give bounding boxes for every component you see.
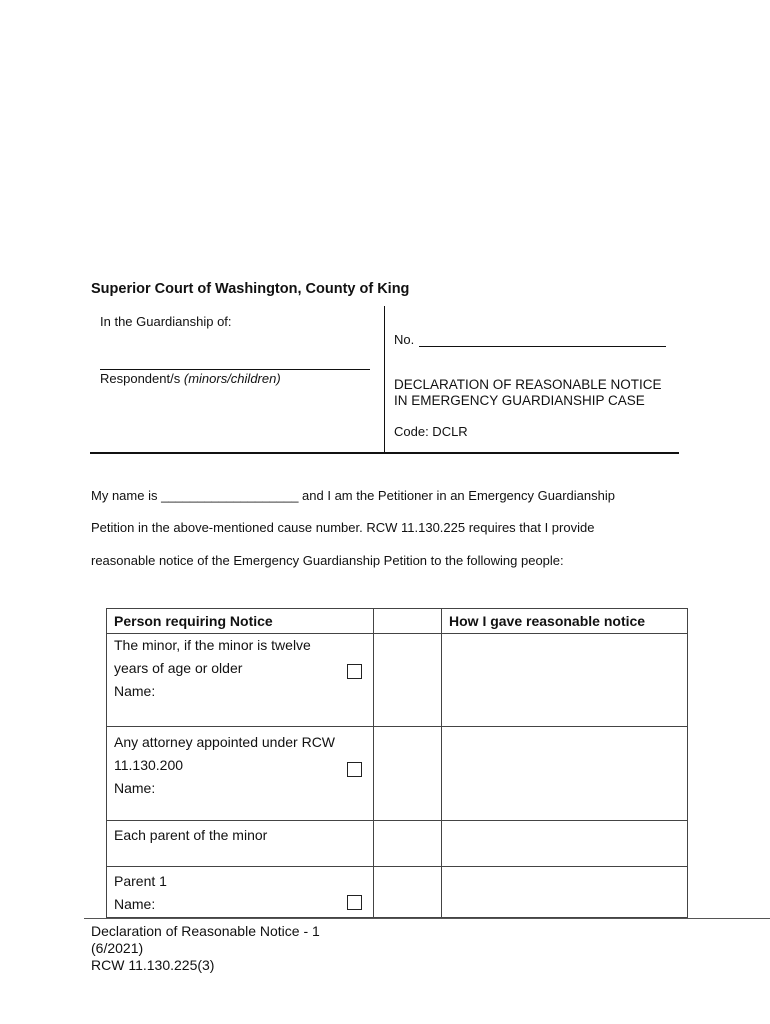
table-row (107, 727, 688, 821)
person-line1: The minor, if the minor is twelve (114, 637, 311, 653)
footer-line1: Declaration of Reasonable Notice - 1 (91, 923, 320, 939)
case-number-field[interactable] (419, 346, 666, 347)
respondent-label-text: Respondent/s (100, 371, 181, 386)
footer-rule (84, 918, 770, 919)
person-line3: Name: (114, 683, 156, 699)
table-row (107, 867, 688, 918)
respondent-name-line[interactable] (100, 369, 370, 370)
guardianship-label: In the Guardianship of: (100, 314, 232, 329)
footer-line2: (6/2021) (91, 940, 144, 956)
body-line-1: My name is ___________________ and I am the Petitioner in an Emergency Guardianship (91, 488, 615, 503)
body-line-3: reasonable notice of the Emergency Guardianship Petition to the following people: (91, 553, 564, 568)
how-cell[interactable] (442, 727, 688, 821)
court-title: Superior Court of Washington, County of King (91, 281, 410, 297)
person-cell (107, 867, 374, 918)
header-person: Person requiring Notice (107, 609, 374, 634)
table-row (107, 821, 688, 867)
person-line1: Any attorney appointed under RCW (114, 734, 336, 750)
footer-line3: RCW 11.130.225(3) (91, 957, 215, 973)
notice-checkbox[interactable] (347, 895, 362, 910)
caption-divider (384, 306, 385, 453)
caption-bottom-rule (90, 452, 679, 454)
header-check (374, 609, 442, 634)
table-header-row (107, 609, 688, 634)
checkbox-cell (374, 634, 442, 727)
document-code: Code: DCLR (394, 424, 468, 439)
notice-table (106, 608, 688, 918)
how-cell[interactable] (442, 634, 688, 727)
footer (91, 923, 320, 974)
checkbox-cell (374, 867, 442, 918)
respondent-label (100, 371, 281, 386)
notice-checkbox[interactable] (347, 664, 362, 679)
document-title-line2: IN EMERGENCY GUARDIANSHIP CASE (394, 393, 645, 408)
person-line3: Name: (114, 780, 156, 796)
body-line-2: Petition in the above-mentioned cause number. RCW 11.130.225 requires that I provide (91, 520, 595, 535)
document-title (394, 377, 662, 409)
checkbox-cell (374, 727, 442, 821)
person-line2: 11.130.200 (114, 757, 184, 773)
checkbox-cell (374, 821, 442, 867)
person-cell (107, 727, 374, 821)
person-line2: Name: (114, 896, 156, 912)
table-row (107, 634, 688, 727)
document-title-line1: DECLARATION OF REASONABLE NOTICE (394, 377, 662, 392)
how-cell[interactable] (442, 821, 688, 867)
how-cell[interactable] (442, 867, 688, 918)
person-line2: years of age or older (114, 660, 243, 676)
person-line1: Each parent of the minor (114, 827, 268, 843)
case-number-label: No. (394, 332, 415, 347)
respondent-note: (minors/children) (183, 371, 281, 386)
person-cell (107, 634, 374, 727)
person-cell (107, 821, 374, 867)
person-line1: Parent 1 (114, 873, 167, 889)
notice-checkbox[interactable] (347, 762, 362, 777)
header-how: How I gave reasonable notice (442, 609, 688, 634)
